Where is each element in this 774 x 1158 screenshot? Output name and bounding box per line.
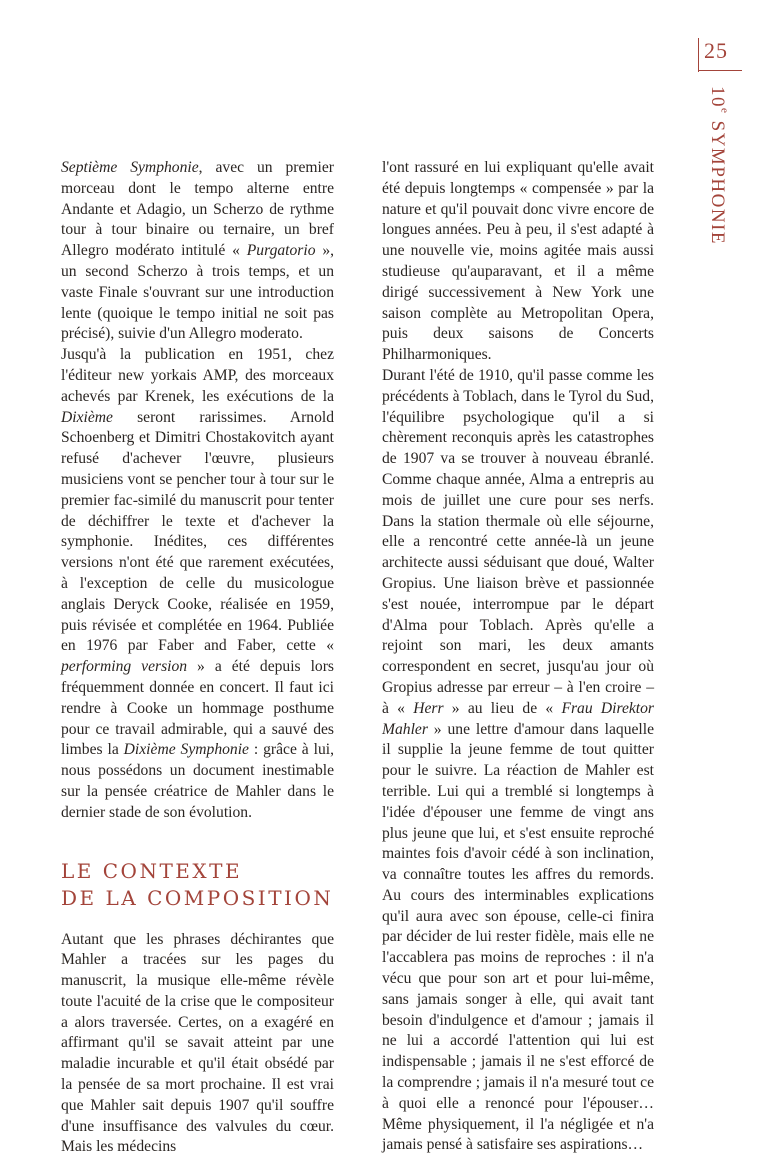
- italic-run: performing version: [61, 658, 187, 675]
- italic-run: Herr: [413, 700, 443, 717]
- italic-run: Frau Direktor Mahler: [382, 700, 654, 738]
- page-number: 25: [704, 38, 728, 64]
- text-run: : grâce à lui, nous possédons un document inestimable sur la pensée créatrice de Mahler dans le dernier stade de son évolution.: [61, 741, 334, 820]
- running-head-sup: e: [718, 108, 730, 114]
- right-column: [382, 158, 654, 1156]
- page-number-rule-vertical: [698, 38, 699, 72]
- left-paragraph-1: [61, 158, 334, 345]
- text-run: Jusqu'à la publication en 1951, chez l'éditeur new yorkais AMP, des morceaux achevés par Krenek, les exécutions de la: [61, 346, 334, 405]
- text-run: , avec un premier morceau dont le tempo alterne entre Andante et Adagio, un Scherzo de rythme tour à tour binaire ou ternaire, un bref Allegro modérato intitulé «: [61, 159, 334, 259]
- section-title-line-1: LE CONTEXTE: [61, 858, 334, 885]
- text-run: » au lieu de «: [444, 700, 562, 717]
- left-column: [61, 158, 334, 1158]
- running-head: [706, 86, 730, 245]
- section-title-line-2: DE LA COMPOSITION: [61, 885, 334, 912]
- running-head-word: SYMPHONIE: [707, 114, 728, 245]
- italic-run: Septième Symphonie: [61, 159, 199, 176]
- text-run: », un second Scherzo à trois temps, et un vaste Finale s'ouvrant sur une introduction lente (quoique le tempo initial ne soit pas précisé), suivie d'un Allegro moderato.: [61, 242, 334, 342]
- text-run: Autant que les phrases déchirantes que Mahler a tracées sur les pages du manuscrit, la musique elle-même révèle toute l'acuité de la crise que le compositeur a alors traversée. Certes, on a exagéré en affirmant qu'il se savait atteint par une maladie incurable et qu'il était obsédé par la pensée de sa mort prochaine. Il est vrai que Mahler sait depuis 1907 qu'il souffre d'une insuffisance des valvules du cœur. Mais les médecins: [61, 931, 334, 1156]
- running-head-number: 10: [707, 86, 728, 108]
- text-run: » a été depuis lors fréquemment donnée en concert. Il faut ici rendre à Cooke un hommage posthume pour ce travail admirable, qui a sauvé des limbes la: [61, 658, 334, 758]
- italic-run: Dixième Symphonie: [124, 741, 249, 758]
- italic-run: Purgatorio: [247, 242, 316, 259]
- italic-run: Dixième: [61, 409, 113, 426]
- left-paragraph-3: [61, 930, 334, 1158]
- text-run: Durant l'été de 1910, qu'il passe comme les précédents à Toblach, dans le Tyrol du Sud, l'équilibre psychologique qu'il a si chèrement reconquis après les catastrophes de 1907 va se trouver à nouveau ébranlé. Comme chaque année, Alma a entrepris au mois de juillet une cure pour ses nerfs. Dans la station thermale où elle séjourne, elle a rencontré cette année-là un jeune architecte aussi séduisant que doué, Walter Gropius. Une liaison brève et passionnée s'est nouée, interrompue par le départ d'Alma pour Toblach. Après qu'elle a rejoint son mari, les deux amants correspondent en secret, jusqu'au jour où Gropius adresse par erreur – à l'en croire – à «: [382, 367, 654, 717]
- left-paragraph-2: [61, 345, 334, 823]
- right-paragraph-1: [382, 158, 654, 366]
- right-paragraph-2: [382, 366, 654, 1156]
- text-run: seront rarissimes. Arnold Schoenberg et Dimitri Chostakovitch ayant refusé d'achever l'œuvre, plusieurs musiciens vont se pencher tour à tour sur le premier fac-similé du manuscrit pour tenter de déchiffrer le texte et d'achever la symphonie. Inédites, ces différentes versions n'ont été que rarement exécutées, à l'exception de celle du musicologue anglais Deryck Cooke, réalisée en 1959, puis révisée et complétée en 1964. Publiée en 1976 par Faber and Faber, cette «: [61, 409, 334, 655]
- text-run: » une lettre d'amour dans laquelle il supplie la jeune femme de tout quitter pour le suivre. La réaction de Mahler est terrible. Lui qui a tremblé si longtemps à l'idée d'épouser une femme de vingt ans plus jeune que lui, et s'est ensuite reproché maintes fois d'avoir cédé à son inclination, va connaître toutes les affres du remords. Au cours des interminables explications qu'il aura avec son épouse, celle-ci finira par décider de lui rester fidèle, mais elle ne l'accablera pas moins de reproches : il n'a vécu que pour son art et pour lui-même, sans jamais songer à elle, qui avait tant besoin d'indulgence et d'amour ; jamais il ne lui a accordé l'attention qui lui est indispensable ; jamais il ne s'est efforcé de la comprendre ; jamais il n'a mesuré tout ce à quoi elle a renoncé pour l'épouser… Même physiquement, il l'a négligée et n'a jamais pensé à satisfaire ses aspirations…: [382, 721, 654, 1154]
- section-title: [61, 858, 334, 912]
- page-number-rule: [698, 70, 742, 71]
- text-run: l'ont rassuré en lui expliquant qu'elle avait été depuis longtemps « compensée » par la nature et qu'il pouvait donc vivre encore de longues années. Peu à peu, il s'est adapté à une nouvelle vie, moins agitée mais aussi studieuse qu'auparavant, et il a même dirigé successivement à New York une saison complète au Metropolitan Opera, puis deux saisons de Concerts Philharmoniques.: [382, 159, 654, 363]
